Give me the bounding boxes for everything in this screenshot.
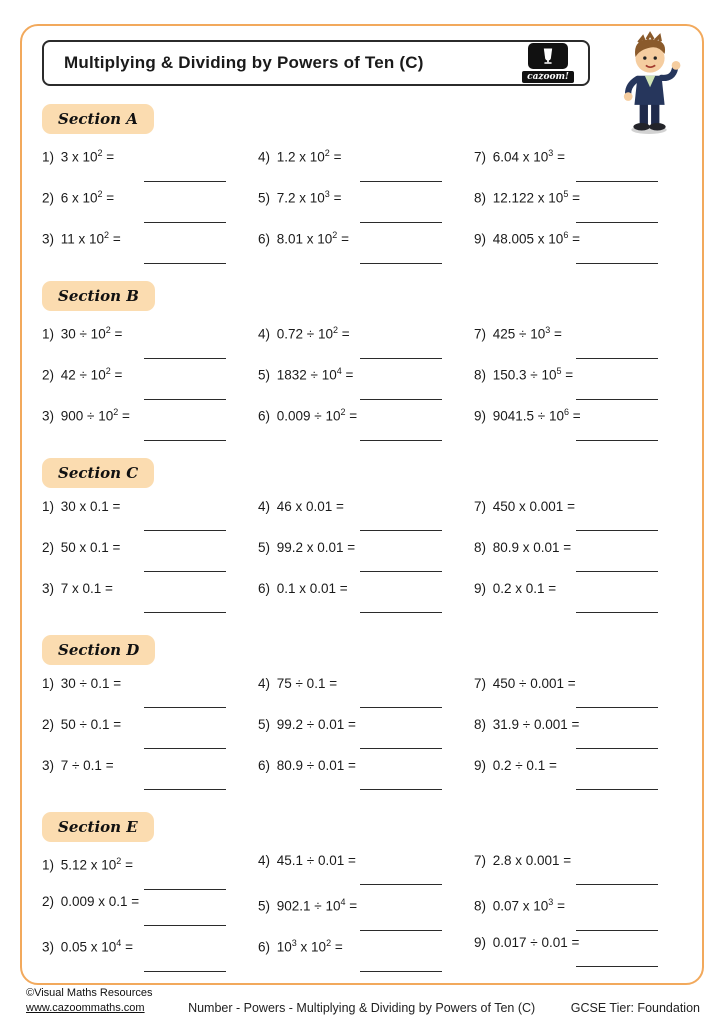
problem-text: 9) 0.017 ÷ 0.01 = <box>474 935 580 950</box>
answer-blank <box>360 211 442 223</box>
problem-text: 8) 31.9 ÷ 0.001 = <box>474 717 580 732</box>
cartoon-student-illustration <box>610 30 688 134</box>
problem <box>42 580 250 621</box>
problem-text: 4) 75 ÷ 0.1 = <box>258 676 338 691</box>
answer-blank <box>144 737 226 749</box>
problem <box>42 716 250 757</box>
title-box <box>42 40 590 86</box>
problem-text: 3) 7 ÷ 0.1 = <box>42 758 114 773</box>
problem-text: 3) 0.05 x $10^4$ = <box>42 938 133 955</box>
problem <box>258 144 466 185</box>
problem-text: 3) 7 x 0.1 = <box>42 581 113 596</box>
problems-grid <box>42 144 682 267</box>
answer-blank <box>144 601 226 613</box>
problem <box>474 403 682 444</box>
answer-blank <box>144 252 226 264</box>
section-c <box>42 450 682 621</box>
problem-text: 7) 2.8 x 0.001 = <box>474 853 572 868</box>
problem <box>258 185 466 226</box>
problem <box>258 539 466 580</box>
section-d <box>42 627 682 798</box>
problem <box>42 403 250 444</box>
logo-wordmark: cazoom! <box>522 71 574 83</box>
problem <box>474 185 682 226</box>
problem-text: 5) 99.2 x 0.01 = <box>258 540 356 555</box>
problem-text: 7) 6.04 x $10^3$ = <box>474 148 565 165</box>
problem-text: 2) 0.009 x 0.1 = <box>42 894 140 909</box>
answer-blank <box>144 388 226 400</box>
answer-blank <box>576 873 658 885</box>
problem <box>258 403 466 444</box>
problem-text: 7) $425 \div 10^3$ = <box>474 325 562 342</box>
problem-text: 1) 30 ÷ 0.1 = <box>42 676 122 691</box>
answer-blank <box>576 696 658 708</box>
problem <box>258 321 466 362</box>
problem <box>42 893 250 934</box>
footer-credits <box>26 986 153 1016</box>
problem-text: 2) 6 x $10^2$ = <box>42 189 115 206</box>
problem <box>474 144 682 185</box>
problem-text: 6) $10^3$ x $10^2$ = <box>258 938 343 955</box>
section-heading: Section A <box>42 104 154 134</box>
problem-text: 9) $9041.5 \div 10^6$ = <box>474 407 581 424</box>
answer-blank <box>576 955 658 967</box>
problem-text: 8) $150.3 \div 10^5$ = <box>474 366 574 383</box>
answer-blank <box>576 737 658 749</box>
worksheet-sections <box>42 96 682 975</box>
problem <box>474 498 682 539</box>
answer-blank <box>144 696 226 708</box>
problem-text: 6) $0.009 \div 10^2$ = <box>258 407 358 424</box>
section-a <box>42 96 682 267</box>
glass-icon <box>528 43 568 69</box>
section-b <box>42 273 682 444</box>
problem-text: 6) 0.1 x 0.01 = <box>258 581 348 596</box>
answer-blank <box>360 778 442 790</box>
problem <box>258 226 466 267</box>
problem-text: 7) 450 x 0.001 = <box>474 499 575 514</box>
problem <box>474 716 682 757</box>
footer-topic: Number - Powers - Multiplying & Dividing by Powers of Ten (C) <box>188 1001 536 1015</box>
worksheet-frame <box>20 24 704 985</box>
problem-text: 8) 12.122 x $10^5$ = <box>474 189 580 206</box>
section-heading: Section C <box>42 458 154 488</box>
problem <box>474 362 682 403</box>
answer-blank <box>576 601 658 613</box>
problem <box>258 580 466 621</box>
answer-blank <box>144 778 226 790</box>
problem-text: 5) 7.2 x $10^3$ = <box>258 189 342 206</box>
problem <box>42 934 250 975</box>
problem <box>42 321 250 362</box>
answer-blank <box>144 878 226 890</box>
problem-text: 4) 1.2 x $10^2$ = <box>258 148 342 165</box>
problem-text: 1) 3 x $10^2$ = <box>42 148 115 165</box>
problem-text: 5) $902.1 \div 10^4$ = <box>258 897 358 914</box>
problem <box>258 893 466 934</box>
answer-blank <box>144 429 226 441</box>
problem <box>474 675 682 716</box>
problem <box>42 852 250 893</box>
answer-blank <box>360 429 442 441</box>
problem <box>474 852 682 893</box>
answer-blank <box>360 388 442 400</box>
problem <box>42 362 250 403</box>
section-heading: Section D <box>42 635 155 665</box>
answer-blank <box>144 560 226 572</box>
problem-text: 9) 0.2 ÷ 0.1 = <box>474 758 557 773</box>
answer-blank <box>576 252 658 264</box>
problem <box>474 893 682 934</box>
problem-text: 1) 5.12 x $10^2$ = <box>42 856 133 873</box>
page-title: Multiplying & Dividing by Powers of Ten (C) <box>64 53 424 72</box>
problem-text: 2) 50 x 0.1 = <box>42 540 121 555</box>
answer-blank <box>360 873 442 885</box>
answer-blank <box>360 170 442 182</box>
problem <box>258 852 466 893</box>
problems-grid <box>42 852 682 975</box>
answer-blank <box>360 560 442 572</box>
answer-blank <box>144 347 226 359</box>
problems-grid <box>42 675 682 798</box>
problem <box>258 675 466 716</box>
answer-blank <box>576 211 658 223</box>
worksheet-footer <box>26 986 700 1016</box>
answer-blank <box>360 919 442 931</box>
cazoom-logo <box>522 43 578 83</box>
answer-blank <box>144 211 226 223</box>
problem-text: 2) 50 ÷ 0.1 = <box>42 717 122 732</box>
answer-blank <box>576 919 658 931</box>
problem <box>474 321 682 362</box>
problem <box>474 757 682 798</box>
problem-text: 4) 45.1 ÷ 0.01 = <box>258 853 356 868</box>
problem-text: 7) 450 ÷ 0.001 = <box>474 676 576 691</box>
problem-text: 1) 30 x 0.1 = <box>42 499 121 514</box>
problem-text: 4) $0.72 \div 10^2$ = <box>258 325 350 342</box>
answer-blank <box>576 778 658 790</box>
problem-text: 5) $1832 \div 10^4$ = <box>258 366 354 383</box>
problem-text: 2) $42 \div 10^2$ = <box>42 366 123 383</box>
problem <box>474 539 682 580</box>
problems-grid <box>42 498 682 621</box>
problem <box>258 934 466 975</box>
problem-text: 8) 80.9 x 0.01 = <box>474 540 572 555</box>
problem-text: 1) $30 \div 10^2$ = <box>42 325 123 342</box>
footer-tier: GCSE Tier: Foundation <box>570 1001 700 1015</box>
answer-blank <box>576 347 658 359</box>
problem-text: 9) 0.2 x 0.1 = <box>474 581 557 596</box>
answer-blank <box>360 960 442 972</box>
answer-blank <box>360 737 442 749</box>
problem-text: 5) 99.2 ÷ 0.01 = <box>258 717 356 732</box>
answer-blank <box>144 170 226 182</box>
problem <box>258 362 466 403</box>
answer-blank <box>360 696 442 708</box>
answer-blank <box>144 960 226 972</box>
problem-text: 9) 48.005 x $10^6$ = <box>474 230 580 247</box>
problem <box>42 675 250 716</box>
problems-grid <box>42 321 682 444</box>
answer-blank <box>576 388 658 400</box>
section-heading: Section B <box>42 281 155 311</box>
problem-text: 4) 46 x 0.01 = <box>258 499 344 514</box>
section-e <box>42 804 682 975</box>
answer-blank <box>576 429 658 441</box>
problem <box>42 539 250 580</box>
problem <box>474 580 682 621</box>
answer-blank <box>144 519 226 531</box>
answer-blank <box>144 914 226 926</box>
answer-blank <box>576 560 658 572</box>
problem <box>42 757 250 798</box>
problem <box>258 757 466 798</box>
answer-blank <box>576 519 658 531</box>
website-link[interactable]: www.cazoommaths.com <box>26 1002 145 1014</box>
problem <box>42 185 250 226</box>
problem <box>42 498 250 539</box>
problem <box>42 226 250 267</box>
answer-blank <box>360 601 442 613</box>
answer-blank <box>360 347 442 359</box>
copyright-text: ©Visual Maths Resources <box>26 987 153 999</box>
problem-text: 6) 80.9 ÷ 0.01 = <box>258 758 356 773</box>
answer-blank <box>360 519 442 531</box>
problem <box>474 934 682 975</box>
worksheet-header <box>42 40 682 86</box>
problem <box>258 716 466 757</box>
section-heading: Section E <box>42 812 154 842</box>
answer-blank <box>360 252 442 264</box>
problem-text: 3) $900 \div 10^2$ = <box>42 407 130 424</box>
problem-text: 8) 0.07 x $10^3$ = <box>474 897 565 914</box>
problem <box>258 498 466 539</box>
answer-blank <box>576 170 658 182</box>
problem-text: 3) 11 x $10^2$ = <box>42 230 121 247</box>
problem-text: 6) 8.01 x $10^2$ = <box>258 230 349 247</box>
problem <box>474 226 682 267</box>
problem <box>42 144 250 185</box>
